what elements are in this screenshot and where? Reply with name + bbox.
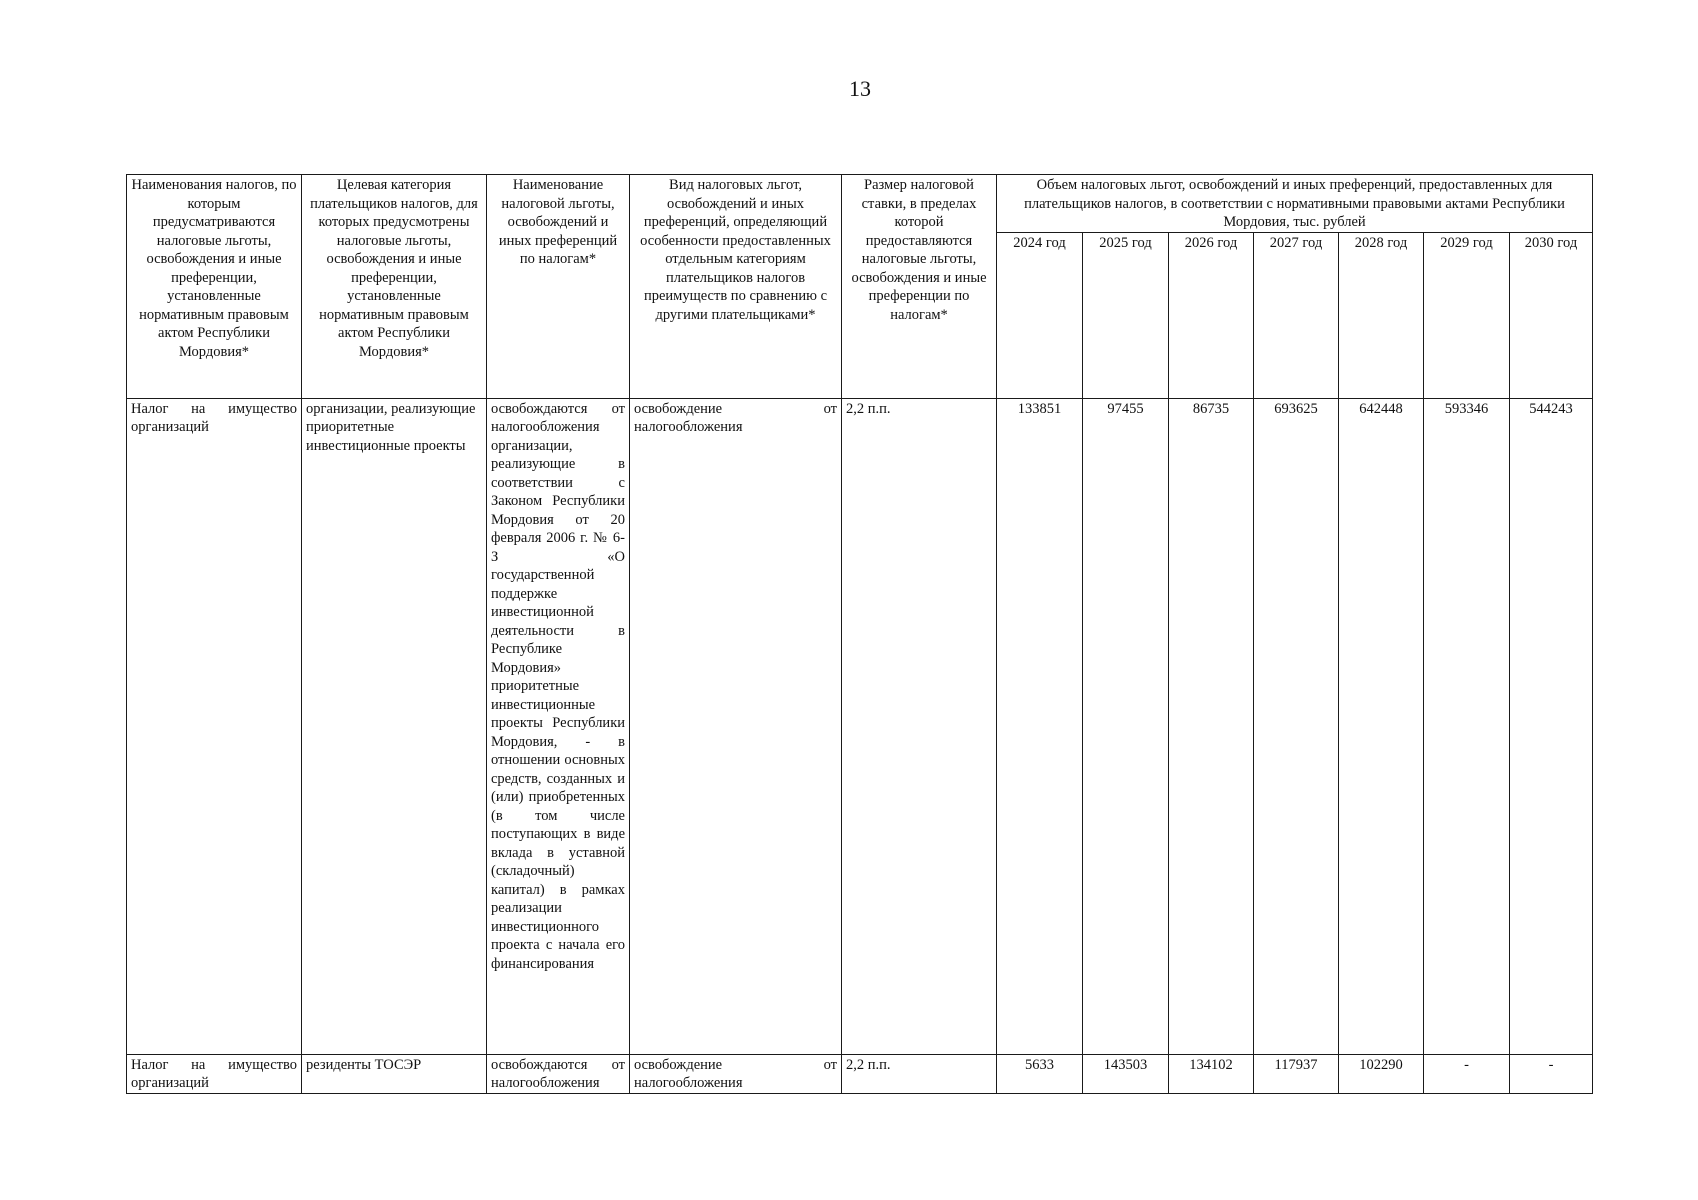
cell-value: 133851 [997,398,1083,1054]
header-row [127,175,1593,233]
cell-value: 544243 [1510,398,1593,1054]
cell-benefit-name: освобождаются от налогообложения [487,1054,630,1093]
cell-value: 134102 [1169,1054,1254,1093]
header-year: 2027 год [1254,232,1339,398]
cell-category: резиденты ТОСЭР [302,1054,487,1093]
cell-benefit-type: освобождение от налогообложения [630,1054,842,1093]
table-row [127,398,1593,1054]
cell-tax-name: Налог на имущество организаций [127,1054,302,1093]
cell-benefit-name: освобождаются от налогообложения организации, реализующие в соответствии с Законом Республики Мордовия от 20 февраля 2006 г. № 6-З «О государственной поддержке инвестиционной деятельности в Республике Мордовия» приоритетные инвестиционные проекты Республики Мордовия, - в отношении основных средств, созданных и (или) приобретенных (в том числе поступающих в виде вклада в уставной (складочный) капитал) в рамках реализации инвестиционного проекта с начала его финансирования [487,398,630,1054]
cell-value: 117937 [1254,1054,1339,1093]
header-year: 2024 год [997,232,1083,398]
cell-tax-rate: 2,2 п.п. [842,398,997,1054]
cell-value: 693625 [1254,398,1339,1054]
header-year: 2029 год [1424,232,1510,398]
cell-value: 593346 [1424,398,1510,1054]
header-year: 2025 год [1083,232,1169,398]
header-year: 2028 год [1339,232,1424,398]
cell-category: организации, реализующие приоритетные инвестиционные проекты [302,398,487,1054]
cell-value: 5633 [997,1054,1083,1093]
cell-value: 97455 [1083,398,1169,1054]
header-target-category: Целевая категория плательщиков налогов, для которых предусмотрены налоговые льготы, освобождения и иные преференции, установленные нормативным правовым актом Республики Мордовия* [302,175,487,399]
cell-value: 143503 [1083,1054,1169,1093]
cell-value: 102290 [1339,1054,1424,1093]
cell-value: 642448 [1339,398,1424,1054]
header-benefit-type: Вид налоговых льгот, освобождений и иных преференций, определяющий особенности предоставленных отдельным категориям плательщиков налогов преимуществ по сравнению с другими плательщиками* [630,175,842,399]
table-row [127,1054,1593,1093]
cell-tax-name: Налог на имущество организаций [127,398,302,1054]
header-benefit-name: Наименование налоговой льготы, освобождений и иных преференций по налогам* [487,175,630,399]
header-year: 2026 год [1169,232,1254,398]
header-tax-rate: Размер налоговой ставки, в пределах которой предоставляются налоговые льготы, освобождения и иные преференции по налогам* [842,175,997,399]
header-year: 2030 год [1510,232,1593,398]
cell-value: - [1510,1054,1593,1093]
cell-value: - [1424,1054,1510,1093]
header-volume: Объем налоговых льгот, освобождений и иных преференций, предоставленных для плательщиков налогов, в соответствии с нормативными правовыми актами Республики Мордовия, тыс. рублей [997,175,1593,233]
cell-benefit-type: освобождение от налогообложения [630,398,842,1054]
header-tax-names: Наименования налогов, по которым предусматриваются налоговые льготы, освобождения и иные преференции, установленные нормативным правовым актом Республики Мордовия* [127,175,302,399]
cell-value: 86735 [1169,398,1254,1054]
page-number: 13 [849,76,871,101]
tax-benefits-table [126,174,1593,1094]
cell-tax-rate: 2,2 п.п. [842,1054,997,1093]
